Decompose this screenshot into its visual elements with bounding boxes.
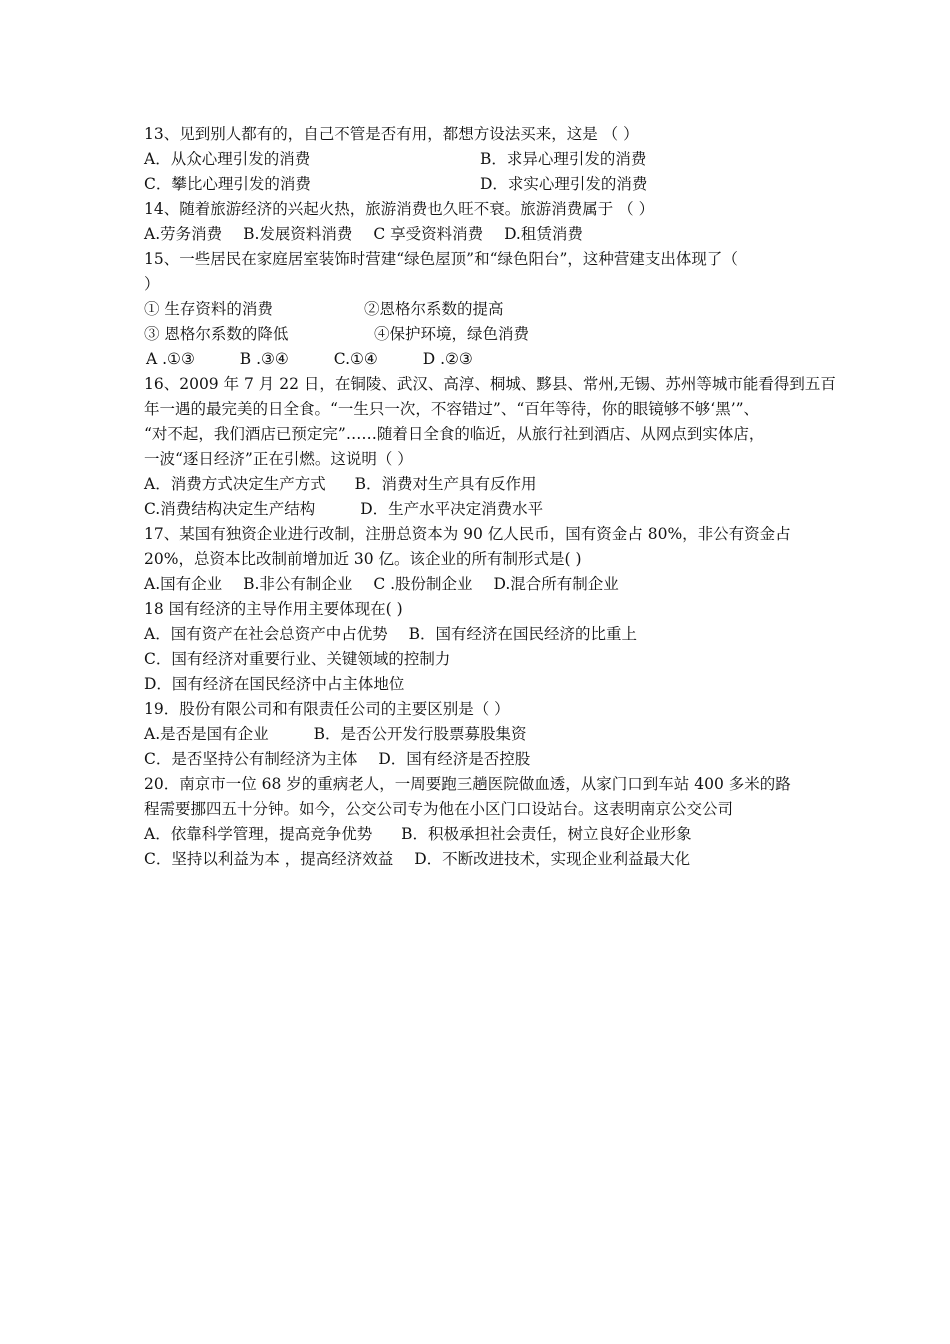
q15-stem-line2: ） [144, 275, 160, 293]
q15-options [144, 347, 824, 372]
q15-option-c: C.①④ [333, 350, 378, 368]
q14-option-d: D.租赁消费 [504, 225, 583, 243]
q13-options-row1 [144, 147, 824, 172]
q20-option-a: A．依靠科学管理，提高竞争优势 [144, 825, 373, 843]
q20-options-row2 [144, 847, 824, 872]
q15-statement-2: ②恩格尔系数的提高 [364, 300, 504, 318]
q19-option-a: A.是否是国有企业 [144, 725, 269, 743]
q15-option-b: B .③④ [239, 350, 289, 368]
q20-option-d: D．不断改进技术，实现企业利益最大化 [414, 850, 691, 868]
q15-statement-3: ③ 恩格尔系数的降低 [144, 325, 289, 343]
q19-options-row2 [144, 747, 824, 772]
q17-options [144, 572, 824, 597]
q19-option-b: B．是否公开发行股票募股集资 [313, 725, 527, 743]
q16-stem-line1: 16、2009 年 7 月 22 日，在铜陵、武汉、高淳、桐城、黟县、常州,无锡、苏州等城市能看得到五百 [144, 375, 836, 393]
q13-option-d: D．求实心理引发的消费 [480, 175, 648, 193]
q19-options-row1 [144, 722, 824, 747]
q18-option-d: D．国有经济在国民经济中占主体地位 [144, 675, 405, 693]
q16-stem-line4: 一波“逐日经济”正在引燃。这说明（ ） [144, 450, 413, 468]
q16-option-b: B．消费对生产具有反作用 [354, 475, 537, 493]
q17-stem-line1: 17、某国有独资企业进行改制，注册总资本为 90 亿人民币，国有资金占 80%，非公有资金占 [144, 525, 791, 543]
q17-option-b: B.非公有制企业 [243, 575, 353, 593]
q19-option-c: C．是否坚持公有制经济为主体 [144, 750, 358, 768]
q20-stem-line2: 程需要挪四五十分钟。如今，公交公司专为他在小区门口设站台。这表明南京公交公司 [144, 800, 734, 818]
q18-stem: 18 国有经济的主导作用主要体现在( ) [144, 600, 403, 618]
q17-option-d: D.混合所有制企业 [493, 575, 619, 593]
q15-statement-4: ④保护环境，绿色消费 [374, 325, 530, 343]
q16-option-a: A．消费方式决定生产方式 [144, 475, 326, 493]
q16-options-row2 [144, 497, 824, 522]
q15-option-a: A .①③ [146, 350, 195, 368]
q14-stem: 14、随着旅游经济的兴起火热，旅游消费也久旺不衰。旅游消费属于 （ ） [144, 200, 655, 218]
q15-statement-1: ① 生存资料的消费 [144, 300, 273, 318]
q20-options-row1 [144, 822, 824, 847]
q17-stem-line2: 20%，总资本比改制前增加近 30 亿。该企业的所有制形式是( ) [144, 550, 582, 568]
q15-option-d: D .②③ [422, 350, 473, 368]
q18-option-c: C．国有经济对重要行业、关键领域的控制力 [144, 650, 451, 668]
q14-option-c: C 享受资料消费 [373, 225, 484, 243]
q16-stem-line3: “对不起，我们酒店已预定完”……随着日全食的临近，从旅行社到酒店、从网点到实体店， [144, 425, 765, 443]
q14-option-b: B.发展资料消费 [243, 225, 353, 243]
q16-option-c: C.消费结构决定生产结构 [144, 500, 316, 518]
q14-options [144, 222, 824, 247]
q19-option-d: D．国有经济是否控股 [378, 750, 531, 768]
q18-option-b: B．国有经济在国民经济的比重上 [408, 625, 638, 643]
q13-option-c: C．攀比心理引发的消费 [144, 175, 311, 193]
q17-option-c: C .股份制企业 [373, 575, 473, 593]
q17-option-a: A.国有企业 [144, 575, 223, 593]
q16-stem-line2: 年一遇的最完美的日全食。“一生只一次，不容错过”、“百年等待，你的眼镜够不够‘黑’”、 [144, 400, 760, 418]
q20-option-b: B．积极承担社会责任，树立良好企业形象 [401, 825, 692, 843]
q13-stem: 13、见到别人都有的，自己不管是否有用，都想方设法买来，这是 （ ） [144, 125, 639, 143]
q16-option-d: D．生产水平决定消费水平 [360, 500, 544, 518]
q15-stem-line1: 15、一些居民在家庭居室装饰时营建“绿色屋顶”和“绿色阳台”，这种营建支出体现了（ [144, 250, 738, 268]
exam-page [144, 122, 836, 872]
q18-options-row1 [144, 622, 824, 647]
q19-stem: 19．股份有限公司和有限责任公司的主要区别是（ ） [144, 700, 510, 718]
q15-statements-row2 [144, 322, 824, 347]
q18-option-a: A．国有资产在社会总资产中占优势 [144, 625, 388, 643]
q16-options-row1 [144, 472, 824, 497]
q13-option-b: B．求异心理引发的消费 [480, 150, 647, 168]
q13-options-row2 [144, 172, 824, 197]
q20-stem-line1: 20．南京市一位 68 岁的重病老人，一周要跑三趟医院做血透，从家门口到车站 400 多米的路 [144, 775, 791, 793]
q13-option-a: A．从众心理引发的消费 [144, 150, 311, 168]
q20-option-c: C．坚持以利益为本 ，提高经济效益 [144, 850, 394, 868]
q15-statements-row1 [144, 297, 824, 322]
q14-option-a: A.劳务消费 [144, 225, 223, 243]
